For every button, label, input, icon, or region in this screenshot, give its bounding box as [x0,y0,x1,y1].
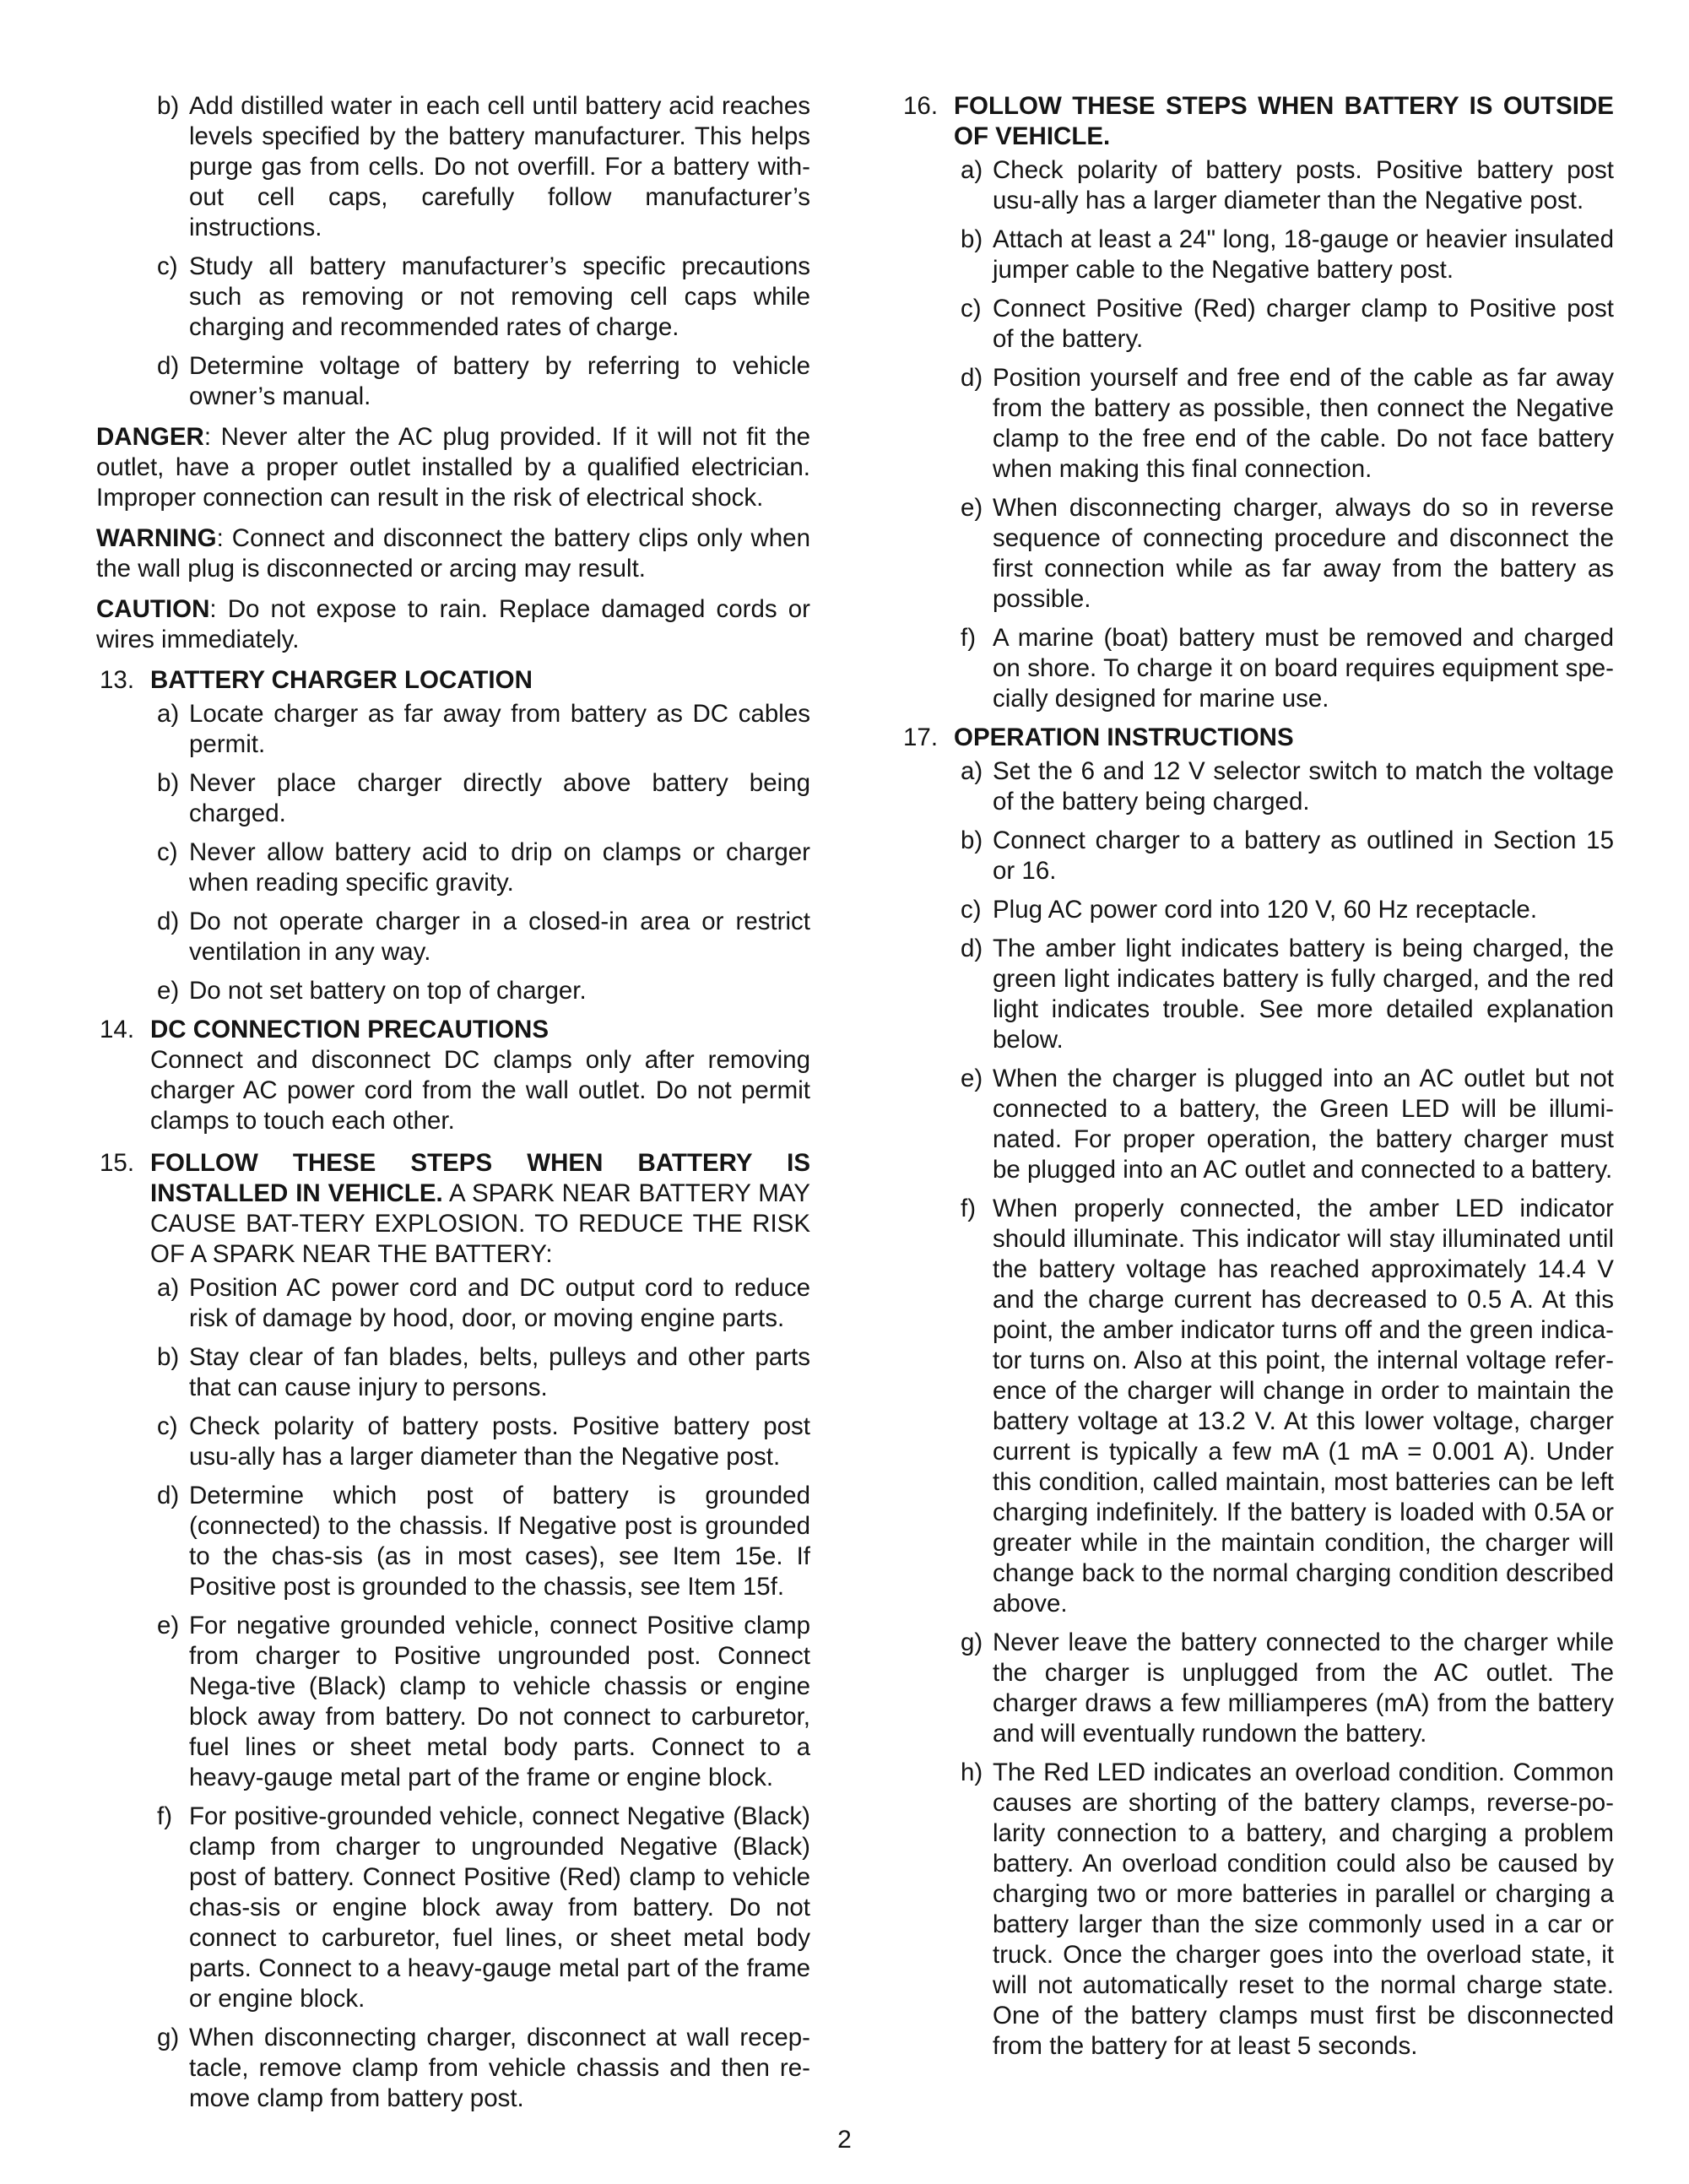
section-body: Connect and disconnect DC clamps only after removing charger AC power cord from the wall outlet. Do not permit clamps to touch each other. [150,1046,810,1135]
item-text: Determine voltage of battery by referring to vehicle owner’s manual. [189,352,810,410]
section-number: 16. [903,92,939,120]
item-text: Connect charger to a battery as outlined in Section 15 or 16. [993,826,1614,885]
item-label: d) [157,1482,180,1509]
item-label: b) [961,826,983,854]
section-title: OPERATION INSTRUCTIONS [954,723,1294,751]
item-text: A marine (boat) battery must be removed and charged on shore. To charge it on board requires equipment spe-cially designed for marine use. [993,624,1614,713]
item-label: d) [157,908,180,935]
list-item [900,294,1614,355]
item-label: a) [961,757,983,785]
item-text: Determine which post of battery is grounded (connected) to the chassis. If Negative post is grounded to the chas-sis (as in most cases), see Item 15e. If Positive post is grounded to the chassis, see Item 15f. [189,1482,810,1601]
list-item [900,225,1614,285]
item-text: Check polarity of battery posts. Positive battery post usu-ally has a larger diameter than the Negative post. [189,1412,810,1471]
item-text: The Red LED indicates an overload condition. Common causes are shorting of the battery clamps, reverse-po-larity connection to a battery, and charging a problem battery. An overload condition could also be caused by charging two or more batteries in parallel or charging a battery larger than the size commonly used in a car or truck. Once the charger goes into the overload state, it will not automatically reset to the normal charge state. One of the battery clamps must first be disconnected from the battery for at least 5 seconds. [993,1759,1614,2060]
list-item [900,826,1614,886]
list-item [96,1481,810,1602]
list-item [900,363,1614,485]
list-item [96,768,810,829]
list-item [900,155,1614,216]
list-item [96,1802,810,2014]
list-item [96,91,810,243]
caution-notice [96,594,810,655]
list-item [96,252,810,343]
item-text: Plug AC power cord into 120 V, 60 Hz receptacle. [993,896,1538,924]
item-label: g) [961,1629,983,1656]
danger-notice [96,422,810,513]
section-number: 17. [903,723,939,751]
list-item [96,837,810,898]
item-label: f) [157,1802,173,1830]
item-label: c) [157,838,178,866]
item-text: Never allow battery acid to drip on clamps or charger when reading specific gravity. [189,838,810,897]
list-item [96,1412,810,1472]
item-text: For positive-grounded vehicle, connect Negative (Black) clamp from charger to ungrounded Negative (Black) post of battery. Connect Positive (Red) clamp to vehicle chas-sis or engine block away from battery. Do not connect to carburetor, fuel lines, or sheet metal body parts. Connect to a heavy-gauge metal part of the frame or engine block. [189,1802,810,2013]
list-item [96,907,810,967]
list-item [900,756,1614,817]
item-text: When disconnecting charger, always do so in reverse sequence of connecting procedure and disconnect the first connection while as far away from the battery as possible. [993,494,1614,613]
item-label: e) [961,494,983,522]
danger-label: DANGER [96,423,204,451]
warning-label: WARNING [96,524,217,552]
item-text: Never leave the battery connected to the charger while the charger is unplugged from the AC outlet. The charger draws a few milliamperes (mA) from the battery and will eventually rundown the battery. [993,1629,1614,1748]
section-number: 13. [100,666,135,694]
list-item [900,1064,1614,1185]
list-item [900,623,1614,714]
item-text: Never place charger directly above battery being charged. [189,769,810,827]
item-label: e) [961,1065,983,1092]
list-item [96,699,810,760]
item-label: a) [157,1274,180,1302]
item-text: Attach at least a 24" long, 18-gauge or heavier insulated jumper cable to the Negative battery post. [993,225,1614,284]
item-text: For negative grounded vehicle, connect Positive clamp from charger to Positive ungrounded post. Connect Nega-tive (Black) clamp to vehicle chassis or engine block away from battery. Do not connect to carburetor, fuel lines or sheet metal body parts. Connect to a heavy-gauge metal part of the frame or engine block. [189,1612,810,1791]
item-label: d) [157,352,180,380]
list-item [96,1342,810,1403]
right-column [900,91,1614,2070]
item-text: Position yourself and free end of the cable as far away from the battery as possible, then connect the Negative clamp to the free end of the cable. Do not face battery when making this final connection. [993,364,1614,483]
item-label: d) [961,364,983,392]
item-text: Check polarity of battery posts. Positive battery post usu-ally has a larger diameter than the Negative post. [993,156,1614,214]
left-column [96,91,810,2122]
item-text: Set the 6 and 12 V selector switch to match the voltage of the battery being charged. [993,757,1614,816]
page-number: 2 [837,2126,852,2154]
section-17-heading [900,723,1614,753]
caution-label: CAUTION [96,595,210,623]
item-label: b) [961,225,983,253]
item-label: a) [961,156,983,184]
item-label: h) [961,1759,983,1786]
list-item [96,1273,810,1334]
item-label: d) [961,935,983,962]
section-number: 15. [100,1149,135,1177]
list-item [900,493,1614,615]
list-item [900,1628,1614,1749]
list-item [96,351,810,412]
item-label: b) [157,1343,180,1371]
section-15-heading [96,1148,810,1270]
warning-notice [96,523,810,584]
item-text: Connect Positive (Red) charger clamp to Positive post of the battery. [993,295,1614,353]
item-text: Position AC power cord and DC output cord to reduce risk of damage by hood, door, or moving engine parts. [189,1274,810,1332]
list-item [900,1194,1614,1619]
item-text: Study all battery manufacturer’s specific precautions such as removing or not removing cell caps while charging and recommended rates of charge. [189,252,810,341]
item-label: b) [157,92,180,120]
item-label: g) [157,2024,180,2051]
list-item [96,1611,810,1793]
section-title-rest: A SPARK NEAR BATTERY MAY CAUSE BAT-TERY EXPLOSION. TO REDUCE THE RISK OF A SPARK NEAR THE BATTERY: [150,1179,810,1268]
item-label: a) [157,700,180,728]
item-label: c) [157,252,178,280]
item-text: Locate charger as far away from battery as DC cables permit. [189,700,810,758]
item-text: When the charger is plugged into an AC outlet but not connected to a battery, the Green LED will be illumi-nated. For proper operation, the battery charger must be plugged into an AC outlet and connected to a battery. [993,1065,1614,1184]
section-title: BATTERY CHARGER LOCATION [150,666,533,694]
item-label: e) [157,977,180,1005]
section-13-heading [96,665,810,696]
warning-text: : Connect and disconnect the battery clips only when the wall plug is disconnected or arcing may result. [96,524,810,583]
item-text: Do not operate charger in a closed-in area or restrict ventilation in any way. [189,908,810,966]
section-title: FOLLOW THESE STEPS WHEN BATTERY IS INSTALLED IN VEHICLE. [150,1149,810,1207]
list-item [96,2023,810,2114]
item-label: c) [157,1412,178,1440]
item-text: Stay clear of fan blades, belts, pulleys and other parts that can cause injury to persons. [189,1343,810,1401]
section-16-heading [900,91,1614,152]
danger-text: : Never alter the AC plug provided. If it will not fit the outlet, have a proper outlet installed by a qualified electrician. Improper connection can result in the risk of electrical shock. [96,423,810,512]
item-label: b) [157,769,180,797]
item-label: c) [961,896,982,924]
item-text: When disconnecting charger, disconnect at wall recep-tacle, remove clamp from vehicle chassis and then re-move clamp from battery post. [189,2024,810,2112]
item-text: When properly connected, the amber LED indicator should illuminate. This indicator will stay illuminated until the battery voltage has reached approximately 14.4 V and the charge current has decreased to 0.5 A. At this point, the amber indicator turns off and the green indica-tor turns on. Also at this point, the internal voltage refer-ence of the charger will change in order to maintain the battery voltage at 13.2 V. At this lower voltage, charger current is typically a few mA (1 mA = 0.001 A). Under this condition, called maintain, most batteries can be left charging indefinitely. If the battery is loaded with 0.5A or greater while in the maintain condition, the charger will change back to the normal charging condition described above. [993,1195,1614,1618]
item-label: c) [961,295,982,322]
item-label: e) [157,1612,180,1639]
item-label: f) [961,1195,977,1222]
list-item [900,895,1614,925]
section-title: DC CONNECTION PRECAUTIONS [150,1016,549,1043]
section-number: 14. [100,1016,135,1043]
list-item [900,1758,1614,2062]
list-item [900,934,1614,1055]
list-item [96,976,810,1006]
item-text: Do not set battery on top of charger. [189,977,587,1005]
item-label: f) [961,624,977,652]
caution-text: : Do not expose to rain. Replace damaged cords or wires immediately. [96,595,810,653]
item-text: The amber light indicates battery is being charged, the green light indicates battery is fully charged, and the red light indicates trouble. See more detailed explanation below. [993,935,1614,1054]
item-text: Add distilled water in each cell until battery acid reaches levels specified by the battery manufacturer. This helps purge gas from cells. Do not overfill. For a battery with-out cell caps, carefully follow manufacturer’s instructions. [189,92,810,241]
section-14 [96,1015,810,1136]
section-title: FOLLOW THESE STEPS WHEN BATTERY IS OUTSIDE OF VEHICLE. [954,92,1614,150]
